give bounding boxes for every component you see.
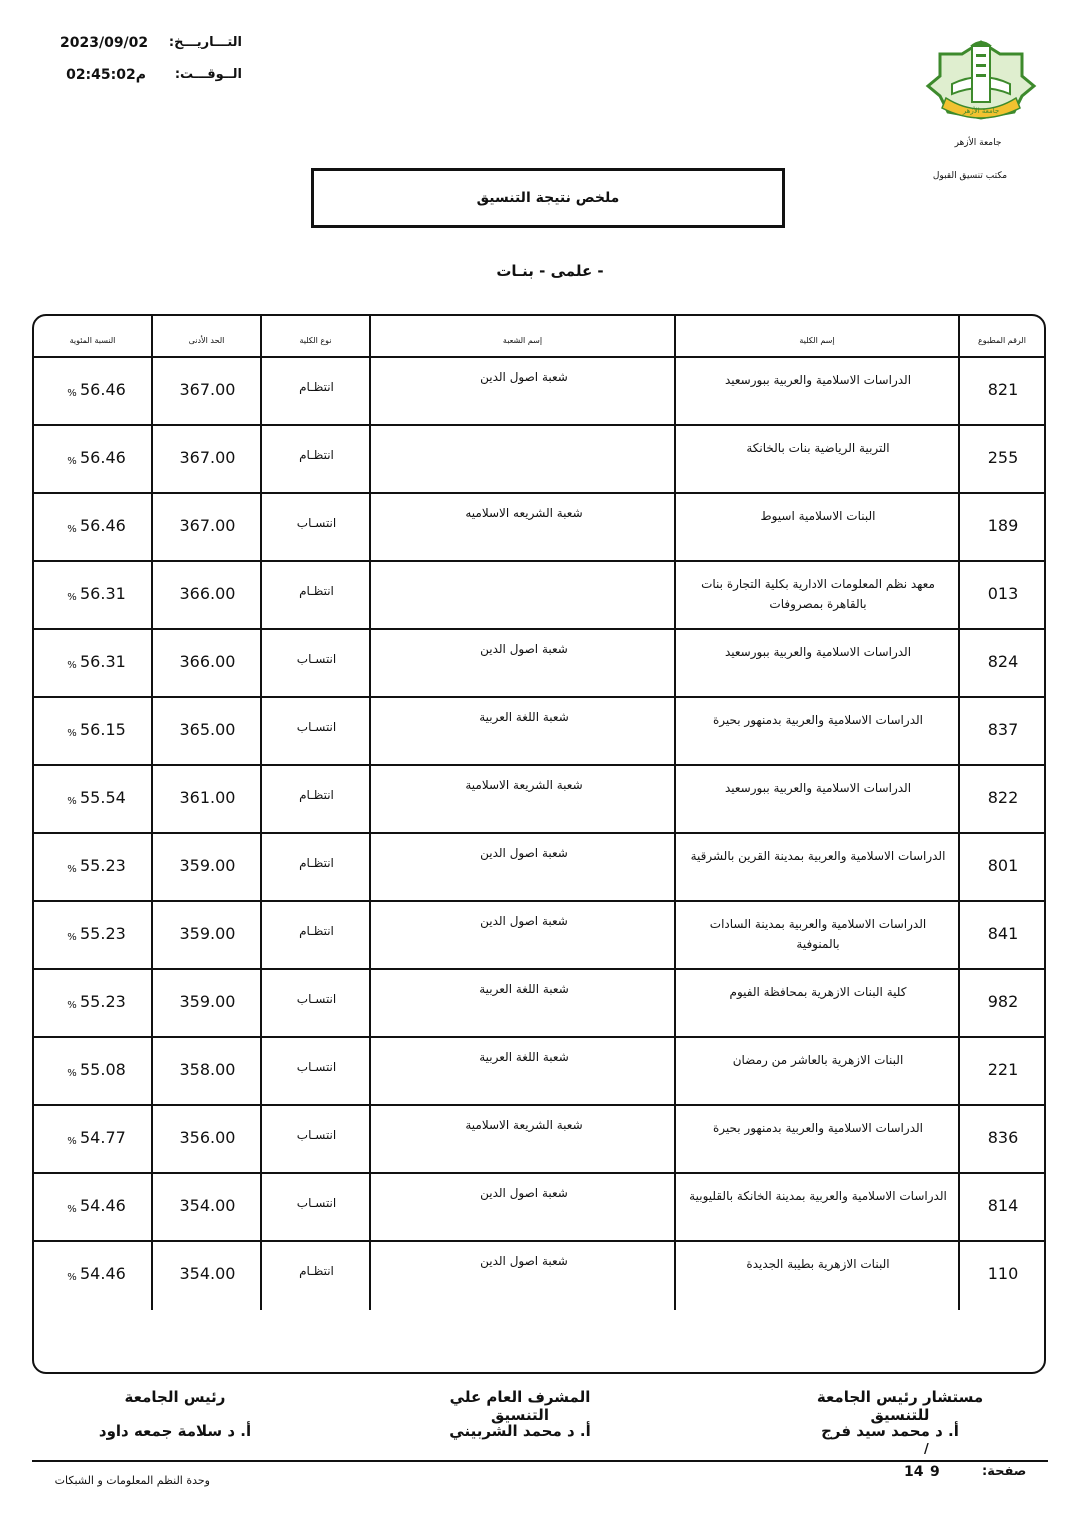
percent-symbol: % — [67, 728, 77, 739]
cell-faculty: الدراسات الاسلامية والعربية بدمنهور بحيرة — [713, 713, 923, 727]
table-row — [32, 358, 1046, 426]
date-value: 2023/09/02 — [60, 35, 149, 51]
header-faculty: إسم الكلية — [799, 336, 835, 345]
table-row — [32, 766, 1046, 834]
advisor-name: أ. د محمد سيد فرج — [821, 1422, 959, 1440]
cell-branch: شعبة اصول الدين — [480, 1254, 568, 1268]
cell-min-score: 367.00 — [179, 380, 236, 399]
cell-min-score: 365.00 — [179, 720, 236, 739]
cell-number: 836 — [987, 1128, 1019, 1147]
cell-faculty: الدراسات الاسلامية والعربية بدمنهور بحيرة — [713, 1121, 923, 1135]
table-row — [32, 698, 1046, 766]
percent-symbol: % — [67, 388, 77, 399]
cell-percentage: 54.46 — [80, 1196, 126, 1215]
cell-number: 841 — [987, 924, 1019, 943]
cell-percentage: 56.31 — [80, 652, 126, 671]
cell-faculty: الدراسات الاسلامية والعربية بمدينة السادات بالمنوفية — [709, 917, 927, 951]
cell-branch: شعبة اصول الدين — [480, 642, 568, 656]
cell-faculty: معهد نظم المعلومات الادارية بكلية التجارة بنات بالقاهرة بمصروفات — [701, 577, 935, 611]
cell-number: 801 — [987, 856, 1019, 875]
cell-number: 837 — [987, 720, 1019, 739]
percent-symbol: % — [67, 932, 77, 943]
cell-min-score: 366.00 — [179, 652, 236, 671]
cell-number: 189 — [987, 516, 1019, 535]
cell-min-score: 354.00 — [179, 1264, 236, 1283]
page-total: 14 — [904, 1464, 924, 1480]
cell-type: انتسـاب — [296, 516, 337, 530]
logo-text: جامعة الأزهر — [962, 107, 1000, 115]
cell-min-score: 358.00 — [179, 1060, 236, 1079]
header-pct: النسبة المئوية — [69, 336, 116, 345]
percent-symbol: % — [67, 524, 77, 535]
cell-branch: شعبة الشريعه الاسلاميه — [465, 506, 583, 520]
cell-min-score: 359.00 — [179, 924, 236, 943]
cell-min-score: 366.00 — [179, 584, 236, 603]
cell-branch: شعبة اصول الدين — [480, 1186, 568, 1200]
date-label: التـــاريـــخ: — [168, 35, 242, 50]
slash-mark: / — [924, 1442, 929, 1457]
cell-type: انتظـام — [299, 1264, 334, 1278]
cell-type: انتظـام — [299, 788, 334, 802]
page-title: ملخص نتيجة التنسيق — [311, 168, 785, 228]
cell-number: 110 — [987, 1264, 1019, 1283]
header-type: نوع الكلية — [299, 336, 332, 345]
cell-percentage: 56.46 — [80, 516, 126, 535]
supervisor-name: أ. د محمد الشربيني — [449, 1422, 591, 1440]
cell-number: 822 — [987, 788, 1019, 807]
footer-divider — [32, 1460, 1048, 1462]
university-name: جامعة الأزهر — [954, 138, 1002, 148]
cell-min-score: 367.00 — [179, 448, 236, 467]
cell-type: انتسـاب — [296, 992, 337, 1006]
cell-number: 255 — [987, 448, 1019, 467]
cell-type: انتسـاب — [296, 720, 337, 734]
cell-branch: شعبة اصول الدين — [480, 846, 568, 860]
table-row — [32, 1106, 1046, 1174]
cell-min-score: 361.00 — [179, 788, 236, 807]
cell-type: انتظـام — [299, 380, 334, 394]
percent-symbol: % — [67, 1000, 77, 1011]
cell-faculty: الدراسات الاسلامية والعربية ببورسعيد — [724, 781, 912, 795]
cell-faculty: الدراسات الاسلامية والعربية ببورسعيد — [724, 373, 912, 387]
cell-faculty: الدراسات الاسلامية والعربية بمدينة القرين بالشرقية — [690, 849, 946, 863]
cell-number: 982 — [987, 992, 1019, 1011]
cell-percentage: 55.23 — [80, 992, 126, 1011]
header-min: الحد الأدنى — [188, 336, 225, 345]
percent-symbol: % — [67, 1272, 77, 1283]
header-num: الرقم المطبوع — [978, 336, 1026, 345]
cell-faculty: التربية الرياضية بنات بالخانكة — [746, 441, 890, 455]
cell-type: انتظـام — [299, 584, 334, 598]
table-row — [32, 902, 1046, 970]
table-row — [32, 834, 1046, 902]
cell-percentage: 55.23 — [80, 924, 126, 943]
unit-name: وحدة النظم المعلومات و الشبكات — [54, 1474, 210, 1487]
cell-min-score: 359.00 — [179, 992, 236, 1011]
cell-number: 824 — [987, 652, 1019, 671]
cell-branch: شعبة الشريعة الاسلامية — [465, 778, 583, 792]
page-current: 9 — [930, 1464, 940, 1480]
cell-type: انتظـام — [299, 856, 334, 870]
cell-number: 814 — [987, 1196, 1019, 1215]
cell-percentage: 56.46 — [80, 380, 126, 399]
percent-symbol: % — [67, 592, 77, 603]
percent-symbol: % — [67, 660, 77, 671]
page-label: صفحة: — [982, 1464, 1027, 1479]
table-row — [32, 562, 1046, 630]
cell-branch: شعبة اللغة العربية — [479, 1050, 569, 1064]
cell-branch: شعبة اصول الدين — [480, 914, 568, 928]
cell-percentage: 56.46 — [80, 448, 126, 467]
page-subtitle: - علمى - بنـات — [496, 262, 604, 280]
cell-percentage: 56.31 — [80, 584, 126, 603]
header-branch: إسم الشعبة — [502, 336, 543, 345]
cell-type: انتظـام — [299, 448, 334, 462]
percent-symbol: % — [67, 796, 77, 807]
table-row — [32, 1038, 1046, 1106]
cell-percentage: 55.23 — [80, 856, 126, 875]
cell-branch: شعبة اللغة العربية — [479, 982, 569, 996]
percent-symbol: % — [67, 864, 77, 875]
cell-min-score: 367.00 — [179, 516, 236, 535]
cell-branch: شعبة الشريعة الاسلامية — [465, 1118, 583, 1132]
cell-faculty: الدراسات الاسلامية والعربية بمدينة الخانكة بالقليوبية — [689, 1189, 947, 1203]
cell-faculty: البنات الازهرية بالعاشر من رمضان — [732, 1053, 904, 1067]
table-row — [32, 1242, 1046, 1310]
cell-min-score: 359.00 — [179, 856, 236, 875]
cell-min-score: 356.00 — [179, 1128, 236, 1147]
cell-branch: شعبة اصول الدين — [480, 370, 568, 384]
cell-percentage: 55.54 — [80, 788, 126, 807]
percent-symbol: % — [67, 1204, 77, 1215]
advisor-role: مستشار رئيس الجامعة للتنسيق — [816, 1388, 984, 1424]
president-role: رئيس الجامعة — [124, 1388, 226, 1406]
university-logo — [922, 36, 1040, 122]
president-name: أ. د سلامة جمعه داود — [98, 1422, 252, 1440]
cell-faculty: كلية البنات الازهرية بمحافظة الفيوم — [729, 985, 907, 999]
cell-type: انتسـاب — [296, 1196, 337, 1210]
cell-type: انتسـاب — [296, 1060, 337, 1074]
table-row — [32, 630, 1046, 698]
cell-percentage: 55.08 — [80, 1060, 126, 1079]
cell-type: انتظـام — [299, 924, 334, 938]
cell-type: انتسـاب — [296, 652, 337, 666]
cell-faculty: البنات الازهرية بطيبة الجديدة — [746, 1257, 890, 1271]
cell-number: 013 — [987, 584, 1019, 603]
cell-percentage: 54.77 — [80, 1128, 126, 1147]
cell-percentage: 56.15 — [80, 720, 126, 739]
cell-branch: شعبة اللغة العربية — [479, 710, 569, 724]
table-row — [32, 426, 1046, 494]
supervisor-role: المشرف العام علي التنسيق — [449, 1388, 591, 1424]
office-name: مكتب تنسيق القبول — [932, 171, 1008, 181]
percent-symbol: % — [67, 1136, 77, 1147]
cell-faculty: الدراسات الاسلامية والعربية ببورسعيد — [724, 645, 912, 659]
time-label: الــوقـــت: — [174, 67, 242, 82]
table-row — [32, 1174, 1046, 1242]
percent-symbol: % — [67, 456, 77, 467]
cell-number: 221 — [987, 1060, 1019, 1079]
cell-type: انتسـاب — [296, 1128, 337, 1142]
cell-number: 821 — [987, 380, 1019, 399]
cell-min-score: 354.00 — [179, 1196, 236, 1215]
table-row — [32, 494, 1046, 562]
time-value: م02:45:02 — [66, 67, 146, 83]
cell-percentage: 54.46 — [80, 1264, 126, 1283]
table-row — [32, 970, 1046, 1038]
percent-symbol: % — [67, 1068, 77, 1079]
cell-faculty: البنات الاسلامية اسيوط — [760, 509, 876, 523]
